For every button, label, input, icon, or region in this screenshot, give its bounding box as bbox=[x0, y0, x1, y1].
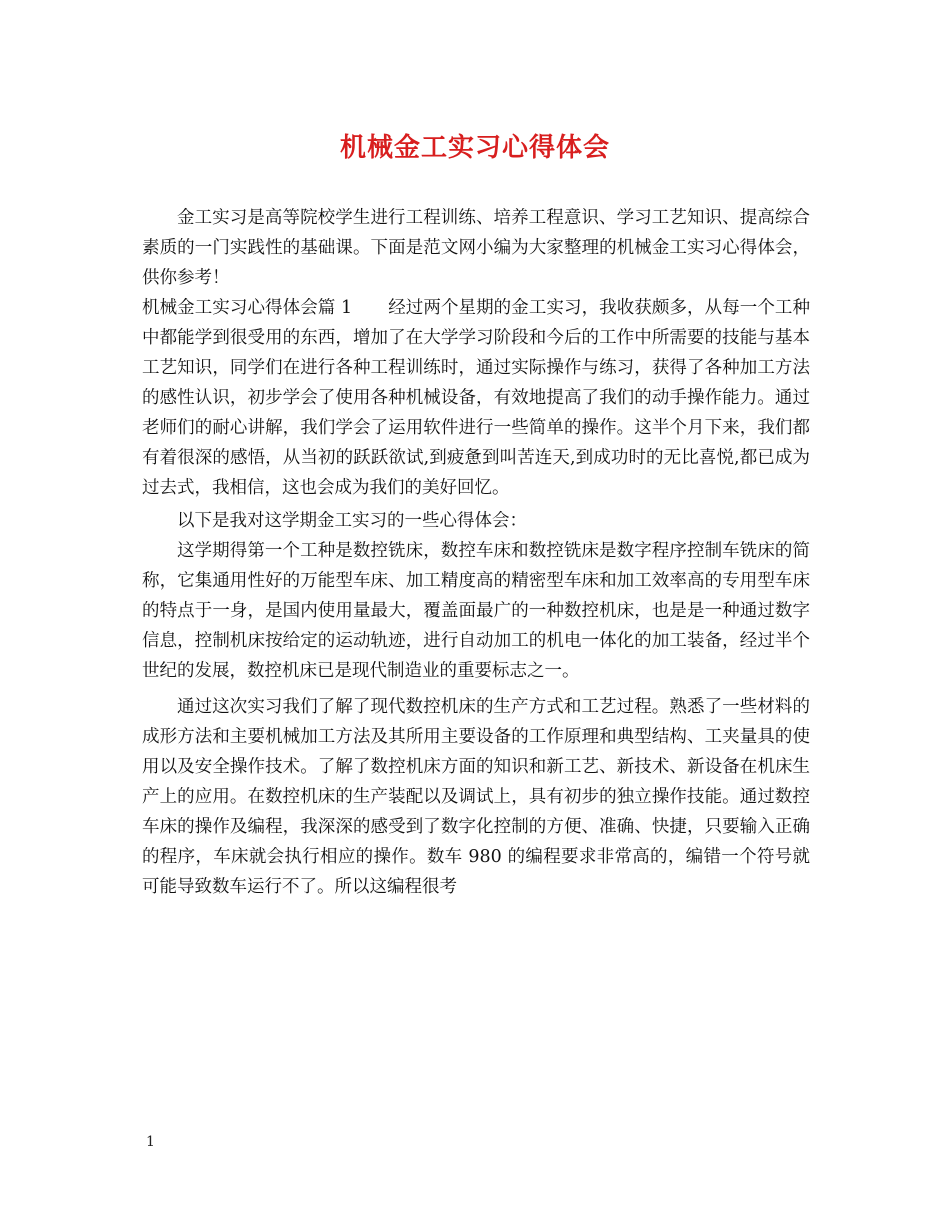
section-1-paragraph bbox=[142, 293, 810, 503]
page-number: 1 bbox=[146, 1134, 155, 1150]
intro-paragraph: 金工实习是高等院校学生进行工程训练、培养工程意识、学习工艺知识、提高综合素质的一门实践性的基础课。下面是范文网小编为大家整理的机械金工实习心得体会，供你参考！ bbox=[142, 208, 810, 288]
cnc-practice-paragraph: 通过这次实习我们了解了现代数控机床的生产方式和工艺过程。熟悉了一些材料的成形方法和主要机械加工方法及其所用主要设备的工作原理和典型结构、工夹量具的使用以及安全操作技术。了解了数控机床方面的知识和新工艺、新技术、新设备在机床生产上的应用。在数控机床的生产装配以及调试上，具有初步的独立操作技能。通过数控车床的操作及编程，我深深的感受到了数字化控制的方便、准确、快捷，只要输入正确的程序，车床就会执行相应的操作。数车 980 的编程要求非常高的，编错一个符号就可能导致数车运行不了。所以这编程很考 bbox=[142, 697, 810, 897]
document-body bbox=[142, 203, 810, 902]
list-intro-paragraph: 以下是我对这学期金工实习的一些心得体会： bbox=[177, 511, 527, 531]
cnc-milling-paragraph: 这学期得第一个工种是数控铣床，数控车床和数控铣床是数字程序控制车铣床的简称，它集通用性好的万能型车床、加工精度高的精密型车床和加工效率高的专用型车床的特点于一身，是国内使用量最大，覆盖面最广的一种数控机床，也是是一种通过数字信息，控制机床按给定的运动轨迹，进行自动加工的机电一体化的加工装备，经过半个世纪的发展，数控机床已是现代制造业的重要标志之一。 bbox=[142, 541, 810, 681]
section-heading: 机械金工实习心得体会篇 1 bbox=[142, 298, 353, 318]
document-title: 机械金工实习心得体会 bbox=[339, 133, 610, 163]
section-1-text: 经过两个星期的金工实习，我收获颇多，从每一个工种中都能学到很受用的东西，增加了在大学学习阶段和今后的工作中所需要的技能与基本工艺知识，同学们在进行各种工程训练时，通过实际操作与练习，获得了各种加工方法的感性认识，初步学会了使用各种机械设备，有效地提高了我们的动手操作能力。通过老师们的耐心讲解，我们学会了运用软件进行一些简单的操作。这半个月下来，我们都有着很深的感悟，从当初的跃跃欲试,到疲惫到叫苦连天,到成功时的无比喜悦,都已成为过去式，我相信，这也会成为我们的美好回忆。 bbox=[142, 298, 811, 498]
